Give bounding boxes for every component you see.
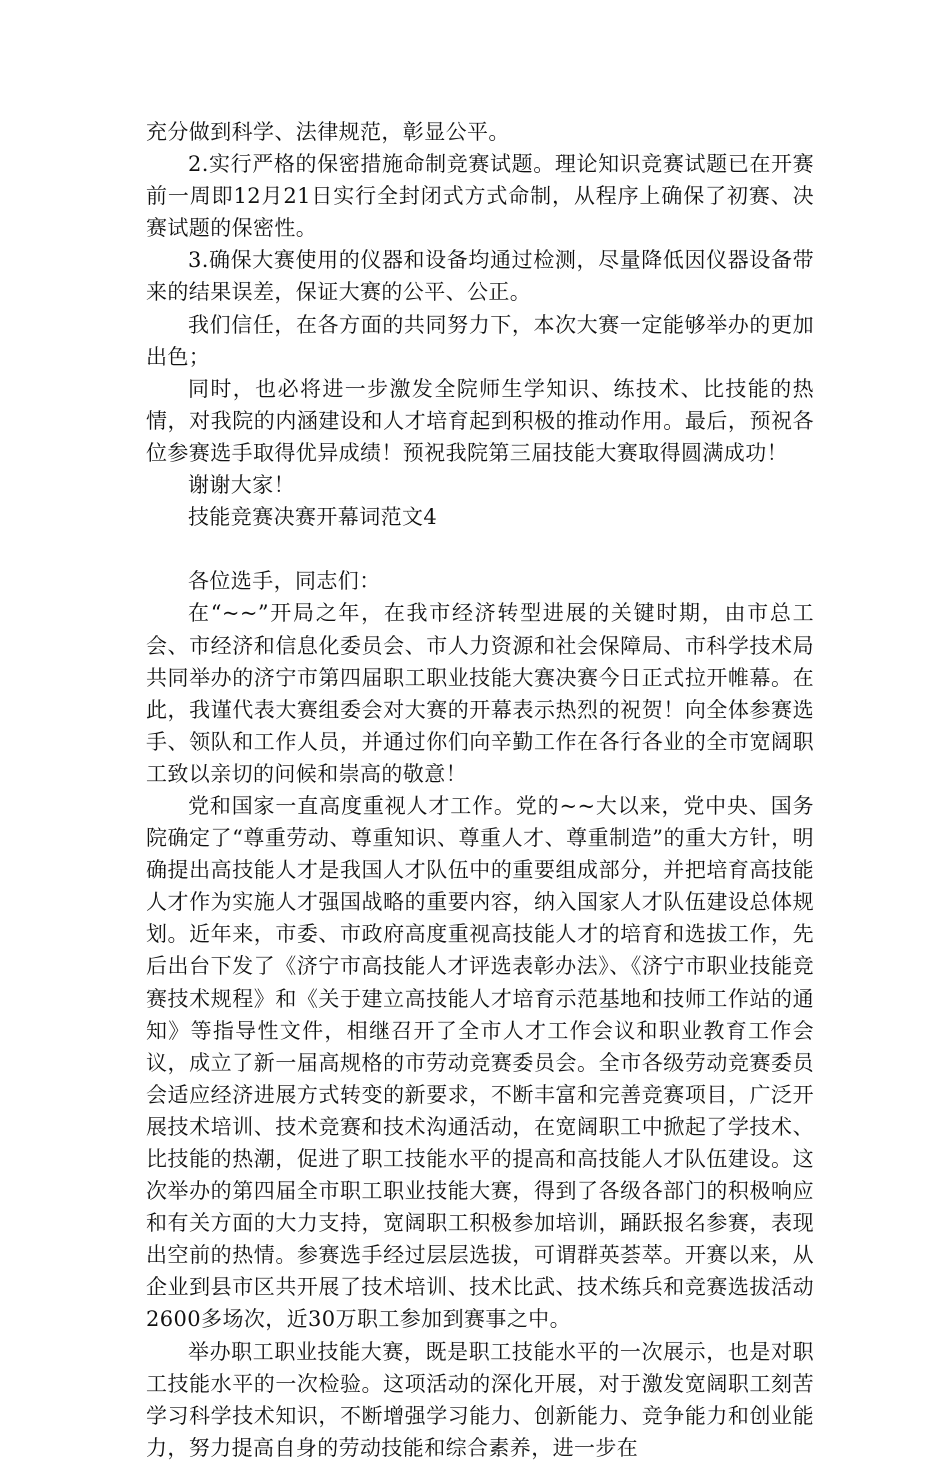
paragraph-4: 我们信任，在各方面的共同努力下，本次大赛一定能够举办的更加出色； <box>146 312 814 369</box>
paragraph-7: 党和国家一直高度重视人才工作。党的~~大以来，党中央、国务院确定了“尊重劳动、尊重知识、尊重人才、尊重制造”的重大方针，明确提出高技能人才是我国人才队伍中的重要组成部分，并把培育高技能人才作为实施人才强国战略的重要内容，纳入国家人才队伍建设总体规划。近年来，市委、市政府高度重视高技能人才的培育和选拔工作，先后出台下发了《济宁市高技能人才评选表彰办法》、《济宁市职业技能竞赛技术规程》和《关于建立高技能人才培育示范基地和技师工作站的通知》等指导性文件，相继召开了全市人才工作会议和职业教育工作会议，成立了新一届高规格的市劳动竞赛委员会。全市各级劳动竞赛委员会适应经济进展方式转变的新要求，不断丰富和完善竞赛项目，广泛开展技术培训、技术竞赛和技术沟通活动，在宽阔职工中掀起了学技术、比技能的热潮，促进了职工技能水平的提高和高技能人才队伍建设。这次举办的第四届全市职工职业技能大赛，得到了各级各部门的积极响应和有关方面的大力支持，宽阔职工积极参加培训，踊跃报名参赛，表现出空前的热情。参赛选手经过层层选拔，可谓群英荟萃。开赛以来，从企业到县市区共开展了技术培训、技术比武、技术练兵和竞赛选拔活动2600多场次，近30万职工参加到赛事之中。 <box>146 793 814 1332</box>
blank-line <box>146 533 814 565</box>
section-title: 技能竞赛决赛开幕词范文4 <box>188 505 438 530</box>
salutation: 各位选手，同志们： <box>188 569 381 594</box>
paragraph-6: 在“~~”开局之年，在我市经济转型进展的关键时期，由市总工会、市经济和信息化委员会、市人力资源和社会保障局、市科学技术局共同举办的济宁市第四届职工职业技能大赛决赛今日正式拉开帷幕。在此，我谨代表大赛组委会对大赛的开幕表示热烈的祝贺！向全体参赛选手、领队和工作人员，并通过你们向辛勤工作在各行各业的全市宽阔职工致以亲切的问候和崇高的敬意！ <box>146 601 814 786</box>
paragraph-3: 3.确保大赛使用的仪器和设备均通过检测，尽量降低因仪器设备带来的结果误差，保证大赛的公平、公正。 <box>146 248 814 305</box>
paragraph-1: 充分做到科学、法律规范，彰显公平。 <box>146 120 510 144</box>
paragraph-2: 2.实行严格的保密措施命制竞赛试题。理论知识竞赛试题已在开赛前一周即12月21日实行全封闭式方式命制，从程序上确保了初赛、决赛试题的保密性。 <box>146 152 814 241</box>
paragraph-5: 同时，也必将进一步激发全院师生学知识、练技术、比技能的热情，对我院的内涵建设和人才培育起到积极的推动作用。最后，预祝各位参赛选手取得优异成绩！预祝我院第三届技能大赛取得圆满成功！ <box>146 376 814 465</box>
closing-thanks: 谢谢大家！ <box>188 473 295 498</box>
document-page <box>146 116 814 1464</box>
paragraph-8: 举办职工职业技能大赛，既是职工技能水平的一次展示，也是对职工技能水平的一次检验。这项活动的深化开展，对于激发宽阔职工刻苦学习科学技术知识，不断增强学习能力、创新能力、竞争能力和创业能力，努力提高自身的劳动技能和综合素养，进一步在 <box>146 1339 814 1460</box>
